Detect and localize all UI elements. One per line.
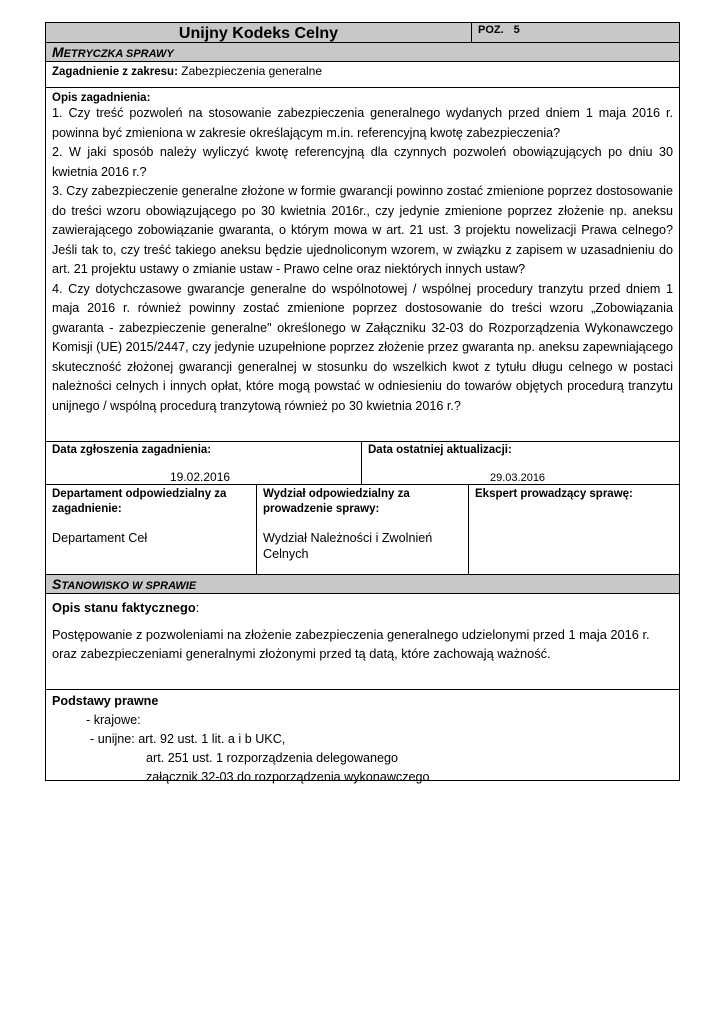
opis-item: 3. Czy zabezpieczenie generalne złożone w formie gwarancji powinno zostać zmienione poprzez dostosowanie do treści wzoru obowiązującego po 30 kwietnia 2016r., czy jedynie zmienione poprzez złożenie np. aneksu zawierającego zobowiązanie gwaranta, o którym mowa w art. 21 ust. 3 projektu nowelizacji Prawa celnego? Jeśli tak to, czy treść takiego aneksu będzie ujednoliconym wzorem, w związku z zapisem w uzasadnieniu do art. 21 projektu ustawy o zmianie ustaw - Prawo celne oraz niektórych innych ustaw? <box>52 184 673 276</box>
departament-value: Departament Ceł <box>52 531 148 545</box>
metryczka-section-header <box>45 43 680 62</box>
poz-label: POZ. <box>478 24 504 36</box>
position-number <box>472 23 679 42</box>
header-row <box>45 22 680 43</box>
podstawy-label: Podstawy prawne <box>52 694 159 708</box>
metryczka-rest: ETRYCZKA SPRAWY <box>63 48 174 60</box>
stan-text: Postępowanie z pozwoleniami na złożenie zabezpieczenia generalnego udzielonymi przed 1 maja 2016 r. oraz zabezpieczeniami generalnymi złożonymi przed tą datą, które zachowają ważność. <box>52 627 650 661</box>
zgloszenie-label: Data zgłoszenia zagadnienia: <box>52 444 212 456</box>
dates-row <box>45 442 680 485</box>
podstawy-unijne: - unijne: art. 92 ust. 1 lit. a i b UKC, <box>90 732 286 746</box>
ekspert-cell <box>469 485 679 574</box>
stan-colon: : <box>195 600 200 615</box>
zgloszenie-cell <box>46 442 362 484</box>
wydzial-value: Wydział Należności i Zwolnień Celnych <box>263 531 433 561</box>
podstawy-line3: załącznik 32-03 do rozporządzenia wykonawczego <box>146 770 430 784</box>
podstawy-prawne <box>45 690 680 784</box>
opis-label: Opis zagadnienia: <box>52 92 151 104</box>
zagadnienie-label: Zagadnienie z zakresu: <box>52 66 178 78</box>
poz-value: 5 <box>513 24 520 36</box>
aktualizacja-value: 29.03.2016 <box>490 472 546 484</box>
form-title: Unijny Kodeks Celny <box>46 23 472 42</box>
wydzial-label: Wydział odpowiedzialny za prowadzenie sprawy: <box>263 488 410 515</box>
zgloszenie-value: 19.02.2016 <box>170 470 231 484</box>
wydzial-cell <box>257 485 469 574</box>
departament-label: Departament odpowiedzialny za zagadnienie: <box>52 488 227 515</box>
stanowisko-rest: TANOWISKO W SPRAWIE <box>61 580 197 592</box>
opis-zagadnienia <box>45 88 680 442</box>
departament-cell <box>46 485 257 574</box>
podstawy-line2: art. 251 ust. 1 rozporządzenia delegowanego <box>146 751 399 765</box>
opis-item: 1. Czy treść pozwoleń na stosowanie zabezpieczenia generalnego wydanych przed dniem 1 maja 2016 r. powinna być zmieniona w zakresie określającym m.in. referencyjną kwotę zabezpieczenia? <box>52 106 673 140</box>
aktualizacja-label: Data ostatniej aktualizacji: <box>368 444 512 456</box>
stan-label: Opis stanu faktycznego <box>52 600 196 615</box>
form-sheet <box>45 22 680 784</box>
stanowisko-section-header <box>45 575 680 594</box>
zagadnienie-value: Zabezpieczenia generalne <box>181 64 323 78</box>
opis-item: 2. W jaki sposób należy wyliczyć kwotę referencyjną dla czynnych pozwoleń obowiązujących po dniu 30 kwietnia 2016 r.? <box>52 145 673 179</box>
podstawy-krajowe: - krajowe: <box>86 713 141 727</box>
aktualizacja-cell <box>362 442 679 484</box>
departments-row <box>45 485 680 575</box>
stanowisko-first-letter: S <box>52 576 62 592</box>
zagadnienie-row <box>45 62 680 88</box>
ekspert-label: Ekspert prowadzący sprawę: <box>475 488 633 500</box>
opis-item: 4. Czy dotychczasowe gwarancje generalne do wspólnotowej / wspólnej procedury tranzytu przed dniem 1 maja 2016 r. również powinny zostać zmienione poprzez dostosowanie do treści wzoru „Zobowiązania gwaranta - zabezpieczenie generalne" określonego w Załączniku 32-03 do Rozporządzenia Wykonawczego Komisji (UE) 2015/2447, czy jedynie uzupełnione poprzez złożenie przez gwaranta np. aneksu zapewniającego skuteczność złożonej gwarancji generalnej w stosunku do wszelkich kwot z tytułu długu celnego w postaci należności celnych i innych opłat, które mogą powstać w odniesieniu do towarów objętych procedurą tranzytu unijnego / wspólną procedurą tranzytową również po 30 kwietnia 2016 r.? <box>52 281 673 413</box>
metryczka-first-letter: M <box>52 44 64 60</box>
stan-faktyczny <box>45 594 680 690</box>
